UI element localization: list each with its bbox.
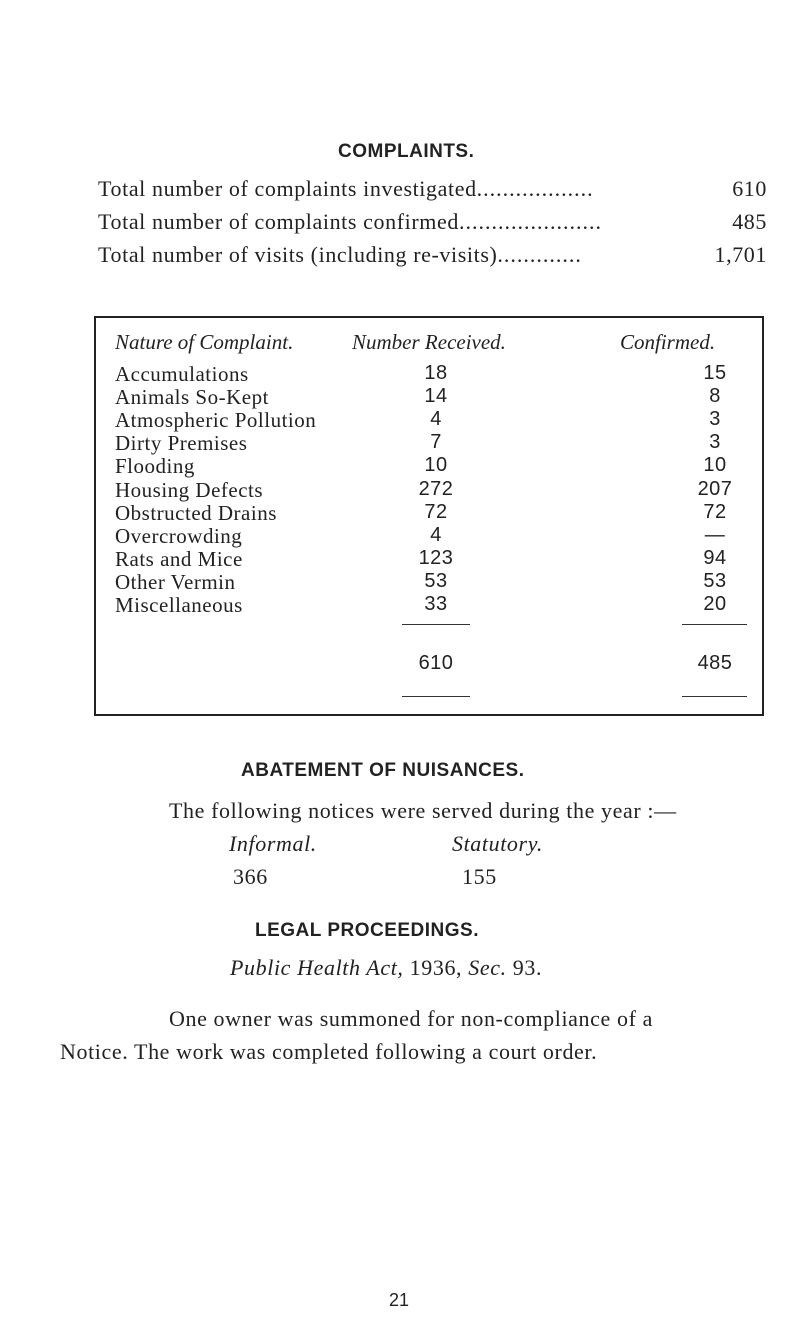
row-confirmed: 94 — [703, 547, 727, 569]
summary-confirmed-value: 485 — [732, 209, 767, 234]
act-year: 1936, — [409, 955, 463, 980]
row-confirmed: 207 — [697, 478, 733, 500]
header-received: Number Received. — [352, 330, 506, 354]
header-confirmed: Confirmed. — [620, 330, 716, 354]
summary-investigated-label: Total number of complaints investigated.................. — [98, 176, 594, 201]
row-nature: Other Vermin — [115, 570, 236, 594]
complaints-heading: COMPLAINTS. — [338, 141, 475, 162]
row-nature: Obstructed Drains — [115, 501, 277, 525]
row-received: 123 — [418, 547, 454, 569]
row-nature: Animals So-Kept — [115, 385, 269, 409]
row-nature: Dirty Premises — [115, 431, 248, 455]
informal-label: Informal. — [229, 831, 317, 856]
row-confirmed: 53 — [703, 570, 727, 592]
row-confirmed: 72 — [703, 501, 727, 523]
row-received: 10 — [424, 454, 448, 476]
row-confirmed: 8 — [709, 385, 721, 407]
row-received: 33 — [424, 593, 448, 615]
abatement-intro: The following notices were served during the year :— — [169, 798, 677, 823]
row-confirmed: 3 — [709, 408, 721, 430]
received-total-rule-bottom — [402, 696, 470, 697]
confirmed-total-rule-top — [682, 624, 747, 625]
row-nature: Overcrowding — [115, 524, 243, 548]
received-total-rule-top — [402, 624, 470, 625]
summary-visits-label: Total number of visits (including re-visits)............. — [98, 242, 582, 267]
row-nature: Housing Defects — [115, 478, 264, 502]
received-total: 610 — [418, 652, 454, 674]
summary-confirmed-label: Total number of complaints confirmed...................... — [98, 209, 602, 234]
confirmed-total-rule-bottom — [682, 696, 747, 697]
act-sec: Sec. — [468, 955, 507, 980]
act-num: 93. — [512, 955, 543, 980]
row-received: 18 — [424, 362, 448, 384]
page-number: 21 — [389, 1290, 410, 1310]
statutory-label: Statutory. — [452, 831, 543, 856]
row-received: 272 — [418, 478, 454, 500]
act-name: Public Health Act, — [230, 955, 404, 980]
row-received: 14 — [424, 385, 448, 407]
confirmed-total: 485 — [697, 652, 733, 674]
legal-paragraph-line1: One owner was summoned for non-compliance of a — [169, 1006, 653, 1031]
row-confirmed: 10 — [703, 454, 727, 476]
row-received: 7 — [430, 431, 442, 453]
row-confirmed: 20 — [703, 593, 727, 615]
row-received: 53 — [424, 570, 448, 592]
header-nature: Nature of Complaint. — [115, 330, 294, 354]
row-received: 4 — [430, 524, 442, 546]
summary-visits-value: 1,701 — [714, 242, 767, 267]
row-confirmed: 15 — [703, 362, 727, 384]
informal-value: 366 — [233, 864, 268, 889]
row-confirmed: 3 — [709, 431, 721, 453]
abatement-heading: ABATEMENT OF NUISANCES. — [241, 760, 525, 781]
row-nature: Rats and Mice — [115, 547, 243, 571]
row-nature: Accumulations — [115, 362, 249, 386]
row-received: 4 — [430, 408, 442, 430]
row-nature: Miscellaneous — [115, 593, 243, 617]
row-nature: Flooding — [115, 454, 195, 478]
act-reference — [230, 955, 542, 981]
statutory-value: 155 — [462, 864, 497, 889]
row-confirmed: — — [704, 524, 726, 546]
row-nature: Atmospheric Pollution — [115, 408, 317, 432]
row-received: 72 — [424, 501, 448, 523]
summary-investigated-value: 610 — [732, 176, 767, 201]
legal-paragraph-line2: Notice. The work was completed following a court order. — [60, 1039, 598, 1064]
legal-heading: LEGAL PROCEEDINGS. — [255, 920, 480, 941]
